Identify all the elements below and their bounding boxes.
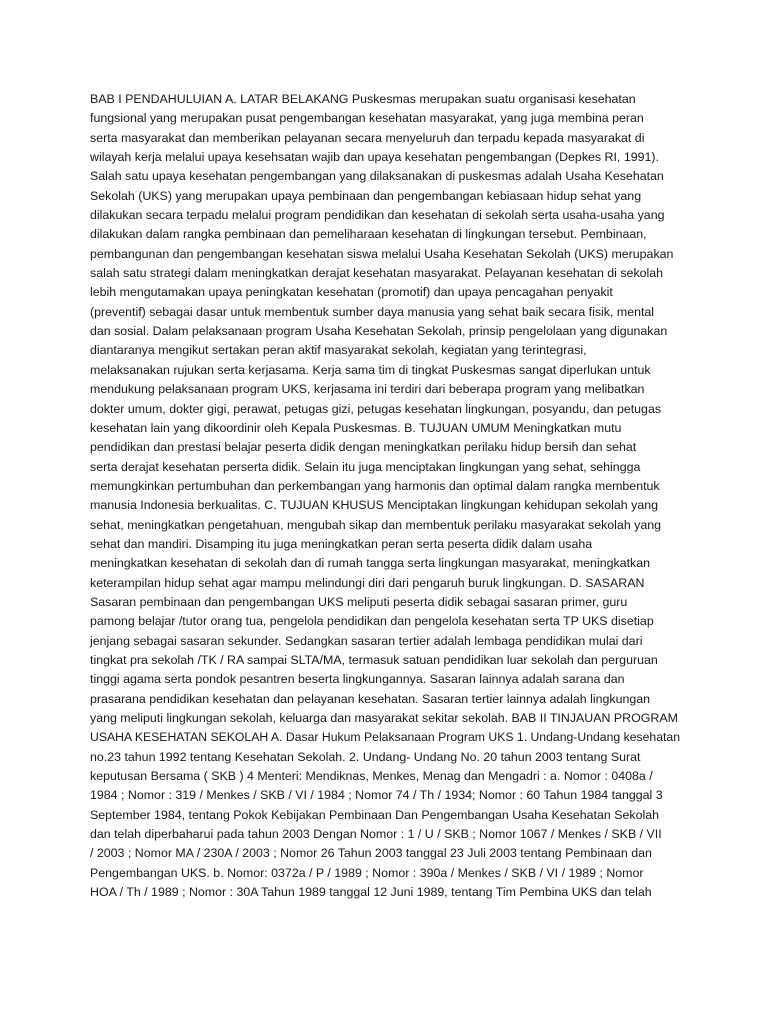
text-line: meningkatkan kesehatan di sekolah dan di rumah tangga serta lingkungan masyarakat, meningkatkan xyxy=(90,556,650,571)
text-line: / 2003 ; Nomor MA / 230A / 2003 ; Nomor 26 Tahun 2003 tanggal 23 Juli 2003 tentang Pembinaan dan xyxy=(90,846,652,861)
text-line: tinggi agama serta pondok pesantren beserta lingkungannya. Sasaran lainnya adalah sarana dan xyxy=(90,672,625,687)
text-line: serta derajat kesehatan perserta didik. Selain itu juga menciptakan lingkungan yang sehat, sehingga xyxy=(90,459,641,474)
text-line: pembangunan dan pengembangan kesehatan siswa melalui Usaha Kesehatan Sekolah (UKS) merupakan xyxy=(90,246,674,261)
text-line: dokter umum, dokter gigi, perawat, petugas gizi, petugas kesehatan lingkungan, posyandu, dan petugas xyxy=(90,401,662,416)
text-line: dilakukan dalam rangka pembinaan dan pemeliharaan kesehatan di lingkungan tersebut. Pembinaan, xyxy=(90,227,647,242)
text-line: mendukung pelaksanaan program UKS, kerjasama ini terdiri dari beberapa program yang melibatkan xyxy=(90,382,645,397)
text-line: memungkinkan pertumbuhan dan perkembangan yang harmonis dan optimal dalam rangka membentuk xyxy=(90,478,660,493)
text-line: diantaranya mengikut sertakan peran aktif masyarakat sekolah, kegiatan yang terintegrasi, xyxy=(90,343,587,358)
text-line: Sasaran pembinaan dan pengembangan UKS meliputi peserta didik sebagai sasaran primer, guru xyxy=(90,594,628,609)
text-line: Pengembangan UKS. b. Nomor: 0372a / P / 1989 ; Nomor : 390a / Menkes / SKB / VI / 1989 ; Nomor xyxy=(90,865,644,880)
text-line: HOA / Th / 1989 ; Nomor : 30A Tahun 1989 tanggal 12 Juni 1989, tentang Tim Pembina UKS dan telah xyxy=(90,885,652,900)
text-line: September 1984, tentang Pokok Kebijakan Pembinaan Dan Pengembangan Usaha Kesehatan Sekolah xyxy=(90,807,659,822)
text-line: serta masyarakat dan memberikan pelayanan secara menyeluruh dan terpadu kepada masyarakat di xyxy=(90,130,645,145)
text-line: (preventif) sebagai dasar untuk membentuk sumber daya manusia yang sehat baik secara fisik, mental xyxy=(90,304,655,319)
text-line: yang meliputi lingkungan sekolah, keluarga dan masyarakat sekitar sekolah. BAB II TINJAUAN PROGRAM xyxy=(90,711,678,725)
text-line: kesehatan lain yang dikoordinir oleh Kepala Puskesmas. B. TUJUAN UMUM Meningkatkan mutu xyxy=(90,420,622,435)
text-line: pamong belajar /tutor orang tua, pengelola pendidikan dan pengelola kesehatan serta TP UKS disetiap xyxy=(90,614,654,629)
text-line: manusia Indonesia berkualitas. C. TUJUAN KHUSUS Menciptakan lingkungan kehidupan sekolah yang xyxy=(90,498,658,513)
text-line: Salah satu upaya kesehatan pengembangan yang dilaksanakan di puskesmas adalah Usaha Kesehatan xyxy=(90,169,664,184)
text-line: sehat, meningkatkan pengetahuan, mengubah sikap dan membentuk perilaku masyarakat sekolah yang xyxy=(90,517,662,532)
text-line: Sekolah (UKS) yang merupakan upaya pembinaan dan pengembangan kebiasaan hidup sehat yang xyxy=(90,188,642,203)
text-line: dan sosial. Dalam pelaksanaan program Usaha Kesehatan Sekolah, prinsip pengelolaan yang digunakan xyxy=(90,324,668,339)
text-line: fungsional yang merupakan pusat pengembangan kesehatan masyarakat, yang juga membina peran xyxy=(90,111,644,126)
text-line: 1984 ; Nomor : 319 / Menkes / SKB / VI / 1984 ; Nomor 74 / Th / 1934; Nomor : 60 Tahun 1984 tanggal 3 xyxy=(90,788,663,803)
text-line: no.23 tahun 1992 tentang Kesehatan Sekolah. 2. Undang- Undang No. 20 tahun 2003 tentang Surat xyxy=(90,749,641,764)
text-line: jenjang sebagai sasaran sekunder. Sedangkan sasaran tertier adalah lembaga pendidikan mulai dari xyxy=(90,633,643,648)
text-line: wilayah kerja melalui upaya kesehsatan wajib dan upaya kesehatan pengembangan (Depkes RI, 1991). xyxy=(90,150,659,165)
text-line: prasarana pendidikan kesehatan dan pelayanan kesehatan. Sasaran tertier lainnya adalah lingkungan xyxy=(90,691,651,706)
text-line: salah satu strategi dalam meningkatkan derajat kesehatan masyarakat. Pelayanan kesehatan di sekolah xyxy=(90,266,664,281)
text-line: dan telah diperbaharui pada tahun 2003 Dengan Nomor : 1 / U / SKB ; Nomor 1067 / Menkes / SKB / VII xyxy=(90,827,662,842)
text-line: keputusan Bersama ( SKB ) 4 Menteri: Mendiknas, Menkes, Menag dan Mengadri : a. Nomor : 0408a / xyxy=(90,769,653,784)
text-line: pendidikan dan prestasi belajar peserta didik dengan meningkatkan perilaku hidup bersih dan sehat xyxy=(90,440,637,455)
text-line: USAHA KESEHATAN SEKOLAH A. Dasar Hukum Pelaksanaan Program UKS 1. Undang-Undang kesehatan xyxy=(90,730,681,745)
text-line: sehat dan mandiri. Disamping itu juga meningkatkan peran serta peserta didik dalam usaha xyxy=(90,536,593,551)
text-line: dilakukan secara terpadu melalui program pendidikan dan kesehatan di sekolah serta usaha-usaha yang xyxy=(90,208,665,223)
text-line: keterampilan hidup sehat agar mampu melindungi diri dari pengaruh buruk lingkungan. D. SASARAN xyxy=(90,575,645,590)
text-line: tingkat pra sekolah /TK / RA sampai SLTA/MA, termasuk satuan pendidikan luar sekolah dan perguruan xyxy=(90,652,658,667)
text-line: lebih mengutamakan upaya peningkatan kesehatan (promotif) dan upaya pencagahan penyakit xyxy=(90,285,613,300)
document-body-text xyxy=(90,90,680,902)
text-line: melaksanakan rujukan serta kerjasama. Kerja sama tim di tingkat Puskesmas sangat diperlukan untuk xyxy=(90,362,651,377)
text-line: BAB I PENDAHULUIAN A. LATAR BELAKANG Puskesmas merupakan suatu organisasi kesehatan xyxy=(90,92,636,106)
